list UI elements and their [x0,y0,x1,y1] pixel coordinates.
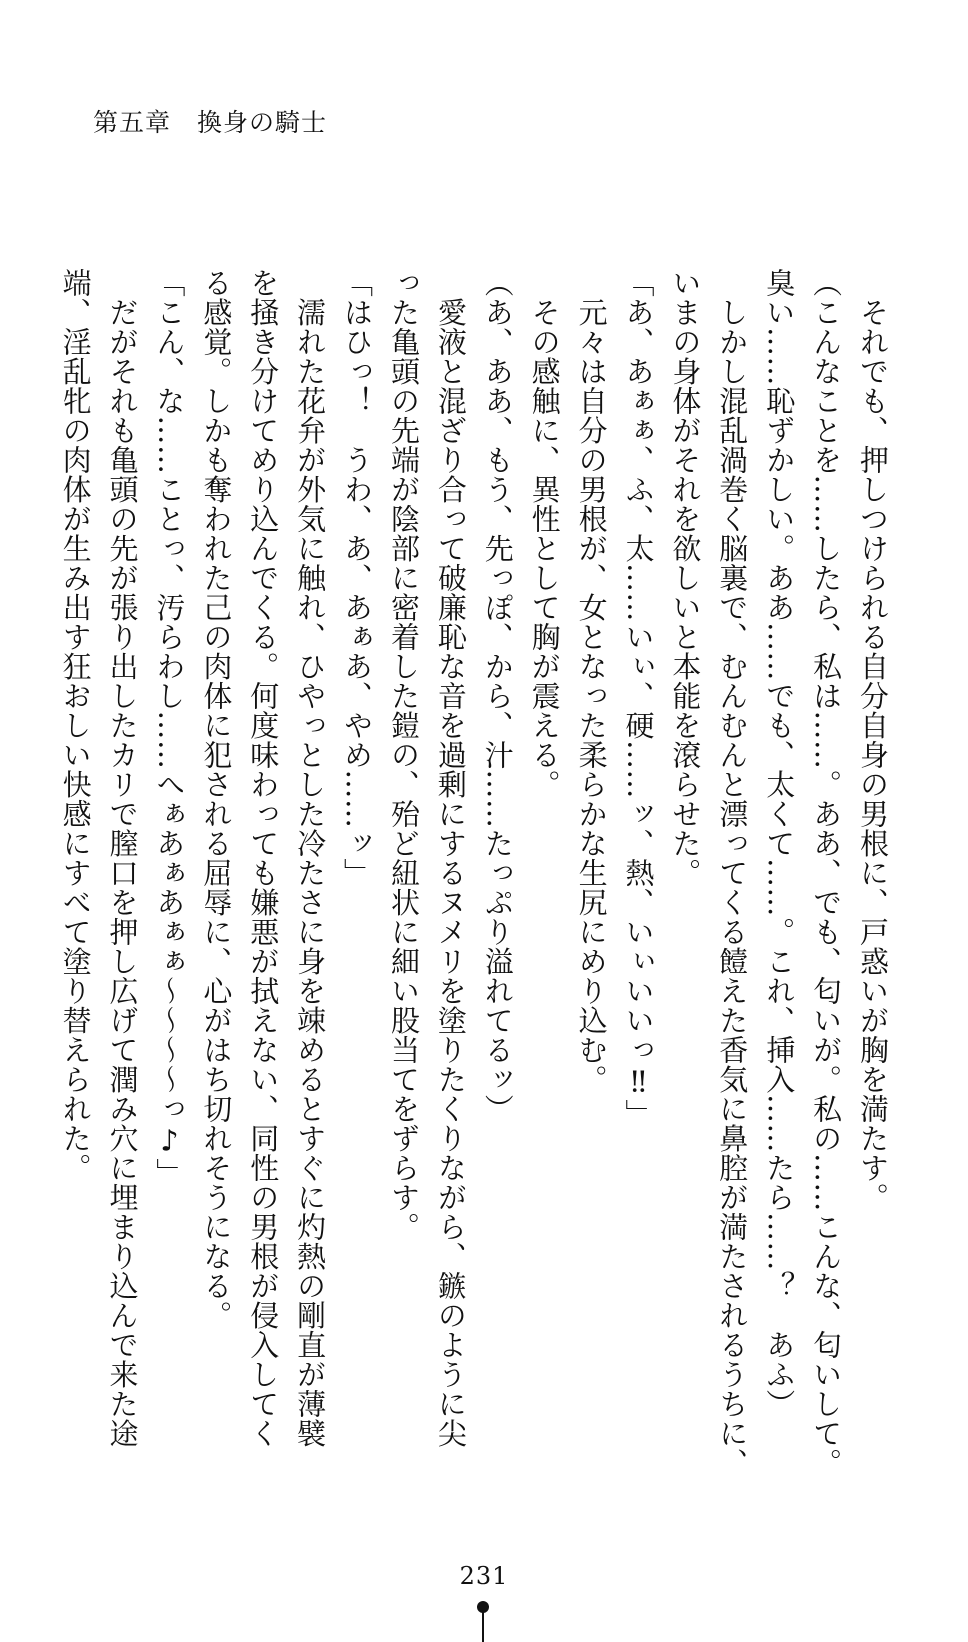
text-line: 「あ、あぁぁ、ふ、太……いぃ、硬……ッ、熱、いぃいいっ‼」 [621,268,656,1129]
folio-line-ornament [482,1612,484,1642]
text-line: 「こん、な……ことっ、汚らわし……へぁあぁあぁぁ～～～～っ♪」 [152,268,187,1188]
body-text [58,268,896,1498]
text-line: 元々は自分の男根が、女となった柔らかな生尻にめり込む。 [574,268,609,1094]
text-line: った亀頭の先端が陰部に密着した鎧の、殆ど紐状に細い股当てをずらす。 [386,268,421,1242]
text-line: 端、淫乱牝の肉体が生み出す狂おしい快感にすべて塗り替えられた。 [58,268,93,1183]
text-line: を掻き分けてめり込んでくる。何度味わっても嫌悪が拭えない、同性の男根が侵入してく [246,268,281,1448]
text-line: その感触に、異性として胸が震える。 [527,268,562,799]
text-line: （あ、ああ、もう、先っぽ、から、汁……たっぷり溢れてるッ） [480,268,515,1124]
text-line: （こんなことを……したら、私は……。ああ、でも、匂いが。私の……こんな、匂いして。 [809,268,844,1478]
text-line: しかし混乱渦巻く脳裏で、むんむんと漂ってくる饐えた香気に鼻腔が満たされるうちに、 [715,268,750,1478]
text-line: いまの身体がそれを欲しいと本能を滾らせた。 [668,268,703,888]
running-head: 第五章 換身の騎士 [93,108,328,137]
text-line: る感覚。しかも奪われた己の肉体に犯される屈辱に、心がはち切れそうになる。 [199,268,234,1330]
text-line: 濡れた花弁が外気に触れ、ひやっとした冷たさに身を竦めるとすぐに灼熱の剛直が薄襞 [293,268,328,1448]
text-line: 愛液と混ざり合って破廉恥な音を過剰にするヌメリを塗りたくりながら、鏃のように尖 [433,268,468,1448]
text-line: 臭い……恥ずかしい。ああ……でも、太くて……。これ、挿入……たら……？ あふ） [762,268,797,1419]
text-line: それでも、押しつけられる自分自身の男根に、戸惑いが胸を満たす。 [856,268,890,1212]
text-line: 「はひっ！ うわ、あ、あぁあ、やめ……ッ」 [340,268,375,888]
text-line: だがそれも亀頭の先が張り出したカリで膣口を押し広げて潤み穴に埋まり込んで来た途 [105,268,140,1448]
page-number: 231 [459,1562,509,1590]
